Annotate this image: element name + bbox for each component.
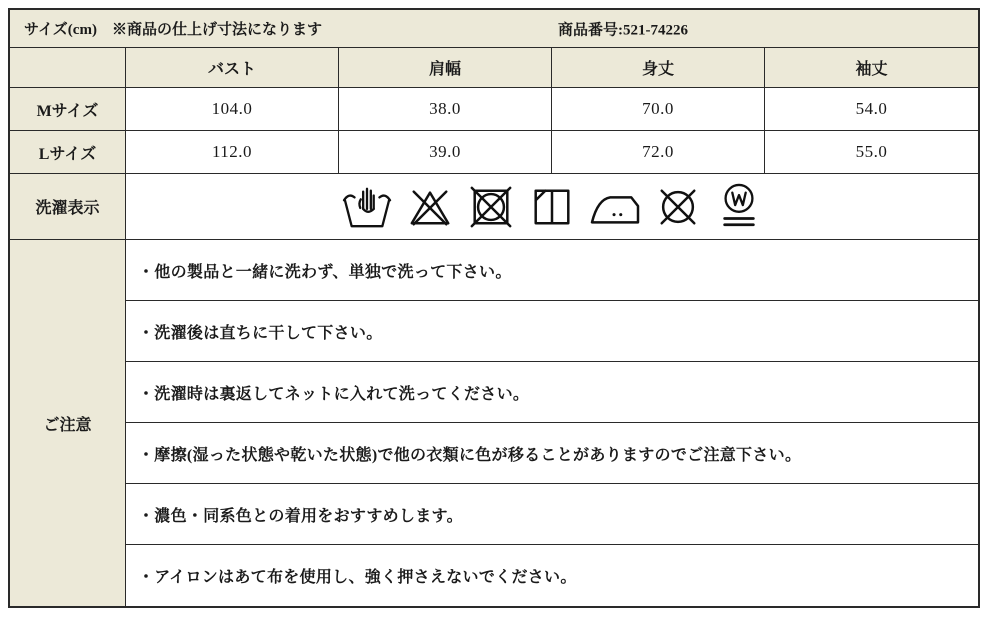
m-bust-value: 104.0 [126, 88, 339, 131]
col-header-sleeve: 袖丈 [765, 48, 978, 88]
care-note: ・他の製品と一緒に洗わず、単独で洗って下さい。 [126, 240, 978, 301]
iron-medium-icon [590, 184, 640, 230]
care-note: ・洗濯時は裏返してネットに入れて洗ってください。 [126, 362, 978, 423]
col-header-length: 身丈 [552, 48, 765, 88]
l-length-value: 72.0 [552, 131, 765, 174]
m-sleeve-value: 54.0 [765, 88, 978, 131]
col-header-bust: バスト [126, 48, 339, 88]
care-note: ・摩擦(湿った状態や乾いた状態)で他の衣類に色が移ることがありますのでご注意下さい。 [126, 423, 978, 484]
care-symbols-row [126, 174, 978, 240]
care-note: ・アイロンはあて布を使用し、強く押さえないでください。 [138, 569, 577, 586]
notes-label: ご注意 [10, 240, 126, 606]
line-dry-in-shade-icon [529, 184, 575, 230]
row-label-l-size: Lサイズ [10, 131, 126, 174]
do-not-tumble-dry-icon [468, 184, 514, 230]
product-number: 商品番号:521-74226 [558, 22, 688, 38]
corner-cell [10, 48, 126, 88]
do-not-dry-clean-icon [655, 184, 701, 230]
m-length-value: 70.0 [552, 88, 765, 131]
care-symbols-label: 洗濯表示 [10, 174, 126, 240]
l-sleeve-value: 55.0 [765, 131, 978, 174]
care-note: ・洗濯後は直ちに干して下さい。 [126, 301, 978, 362]
care-note: ・濃色・同系色との着用をおすすめします。 [126, 484, 978, 545]
hand-wash-icon [342, 184, 392, 230]
do-not-bleach-icon [407, 184, 453, 230]
row-label-m-size: Mサイズ [10, 88, 126, 131]
product-size-spec-table [8, 8, 980, 608]
l-bust-value: 112.0 [126, 131, 339, 174]
l-shoulder-value: 39.0 [339, 131, 552, 174]
table-title-row [10, 10, 978, 48]
wet-clean-gentle-icon [716, 183, 762, 231]
col-header-shoulder: 肩幅 [339, 48, 552, 88]
table-title: サイズ(cm) ※商品の仕上げ寸法になります [24, 22, 322, 38]
m-shoulder-value: 38.0 [339, 88, 552, 131]
